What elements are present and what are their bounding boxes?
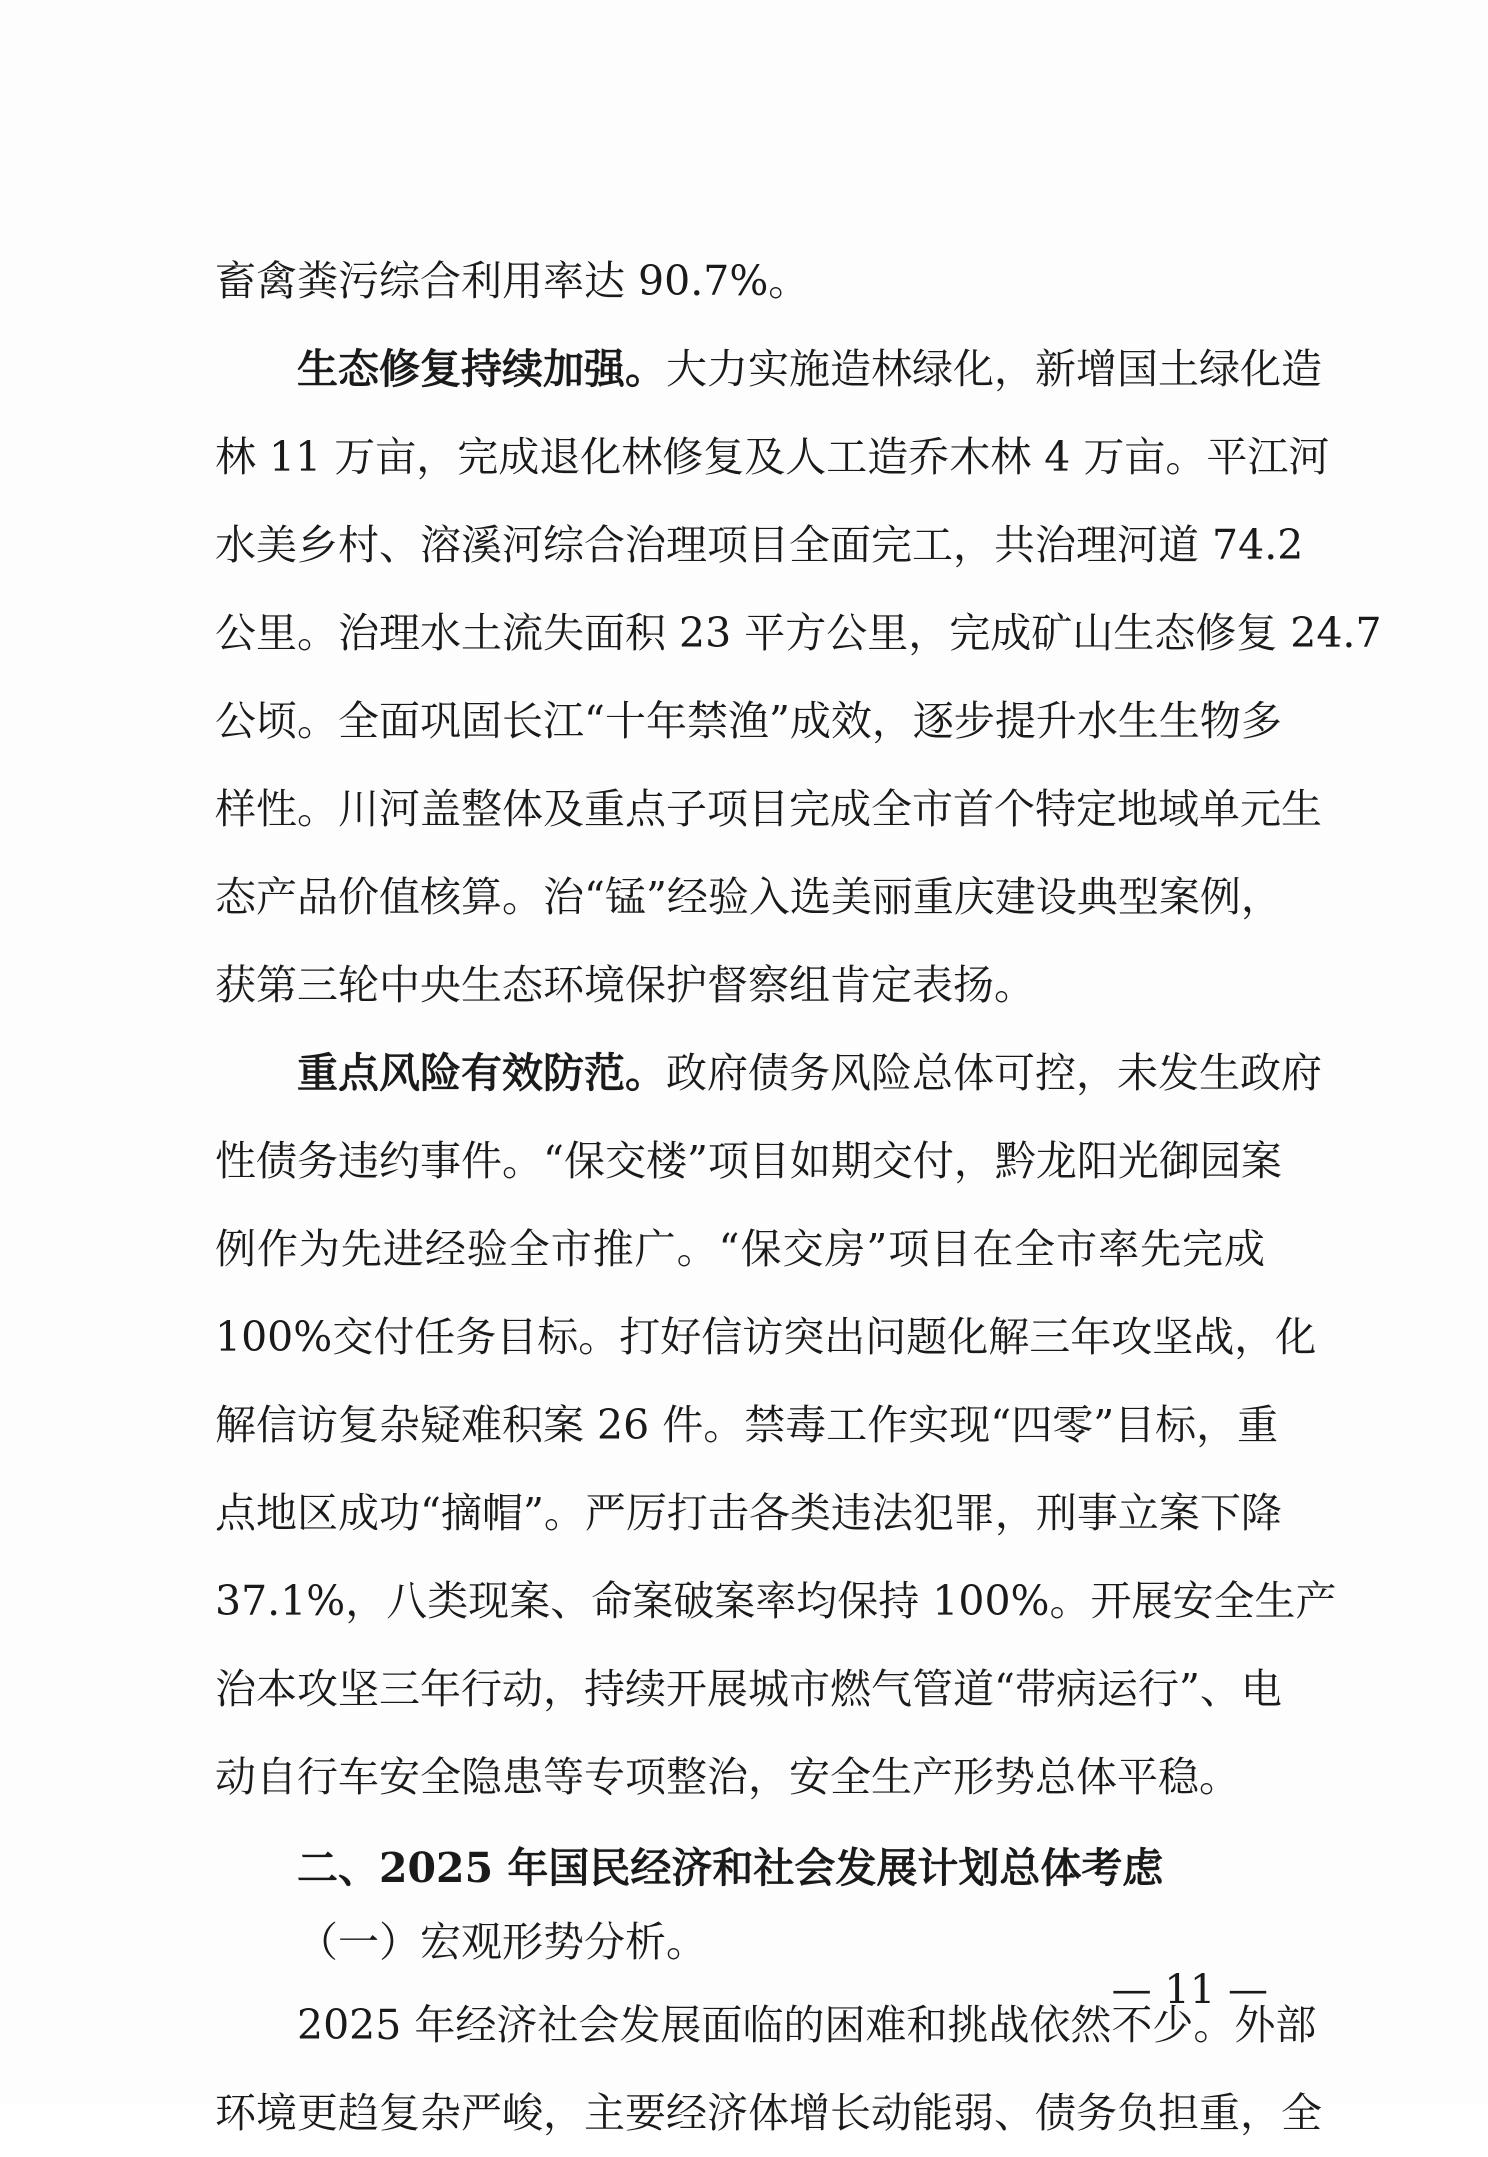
text-line <box>215 677 1282 765</box>
line-text: 公里。治理水土流失面积 23 平方公里，完成矿山生态修复 24.7 <box>215 609 1382 657</box>
text-line <box>215 413 1330 501</box>
text-line <box>215 765 1322 853</box>
line-text: 畜禽粪污综合利用率达 90.7%。 <box>215 257 810 305</box>
section-heading: 二、2025 年国民经济和社会发展计划总体考虑 <box>297 1844 1164 1892</box>
line-text: 公顷。全面巩固长江“十年禁渔”成效，逐步提升水生生物多 <box>215 697 1282 745</box>
text-line <box>215 1645 1282 1733</box>
text-line <box>215 1981 1317 2069</box>
line-text: 点地区成功“摘帽”。严厉打击各类违法犯罪，刑事立案下降 <box>215 1489 1282 1537</box>
text-line <box>215 1733 1265 1821</box>
text-line <box>215 853 1282 941</box>
text-line <box>215 1293 1317 1381</box>
text-line <box>215 1557 1337 1645</box>
line-text: 2025 年经济社会发展面临的困难和挑战依然不少。外部 <box>297 2001 1317 2049</box>
text-line <box>215 1117 1282 1205</box>
line-text: 治本攻坚三年行动，持续开展城市燃气管道“带病运行”、电 <box>215 1665 1282 1713</box>
paragraph-lead: 重点风险有效防范。 <box>297 1049 666 1097</box>
text-line <box>215 325 1322 413</box>
section-gap <box>215 1821 1265 1833</box>
line-text: 100%交付任务目标。打好信访突出问题化解三年攻坚战，化 <box>215 1313 1317 1361</box>
line-text: 环境更趋复杂严峻，主要经济体增长动能弱、债务负担重，全 <box>215 2089 1322 2137</box>
text-line <box>215 1469 1282 1557</box>
paragraph-block <box>215 237 1382 1821</box>
line-text: 大力实施造林绿化，新增国土绿化造 <box>666 345 1322 393</box>
line-text: 态产品价值核算。治“锰”经验入选美丽重庆建设典型案例， <box>215 873 1282 921</box>
line-text: 林 11 万亩，完成退化林修复及人工造乔木林 4 万亩。平江河 <box>215 433 1330 481</box>
line-text: 37.1%，八类现案、命案破案率均保持 100%。开展安全生产 <box>215 1577 1337 1625</box>
text-line <box>215 2069 1322 2157</box>
text-line <box>215 1205 1265 1293</box>
line-text: 解信访复杂疑难积案 26 件。禁毒工作实现“四零”目标，重 <box>215 1401 1279 1449</box>
line-text: 政府债务风险总体可控，未发生政府 <box>666 1049 1322 1097</box>
line-text: 样性。川河盖整体及重点子项目完成全市首个特定地域单元生 <box>215 785 1322 833</box>
sub-heading: （一）宏观形势分析。 <box>297 1918 707 1966</box>
line-text: 例作为先进经验全市推广。“保交房”项目在全市率先完成 <box>215 1225 1265 1273</box>
line-text: 获第三轮中央生态环境保护督察组肯定表扬。 <box>215 961 1035 1009</box>
text-line <box>215 1381 1279 1469</box>
text-line <box>215 589 1382 677</box>
page-number: — 11 — <box>1111 1967 1268 2013</box>
text-line <box>215 1029 1322 1117</box>
line-text: 性债务违约事件。“保交楼”项目如期交付，黔龙阳光御园案 <box>215 1137 1282 1185</box>
text-line <box>215 501 1304 589</box>
text-line <box>215 941 1265 1029</box>
closing-paragraph <box>215 1981 1322 2157</box>
document-body <box>215 237 1382 2157</box>
line-text: 水美乡村、溶溪河综合治理项目全面完工，共治理河道 74.2 <box>215 521 1304 569</box>
line-text: 动自行车安全隐患等专项整治，安全生产形势总体平稳。 <box>215 1753 1240 1801</box>
text-line <box>215 237 1265 325</box>
paragraph-lead: 生态修复持续加强。 <box>297 345 666 393</box>
